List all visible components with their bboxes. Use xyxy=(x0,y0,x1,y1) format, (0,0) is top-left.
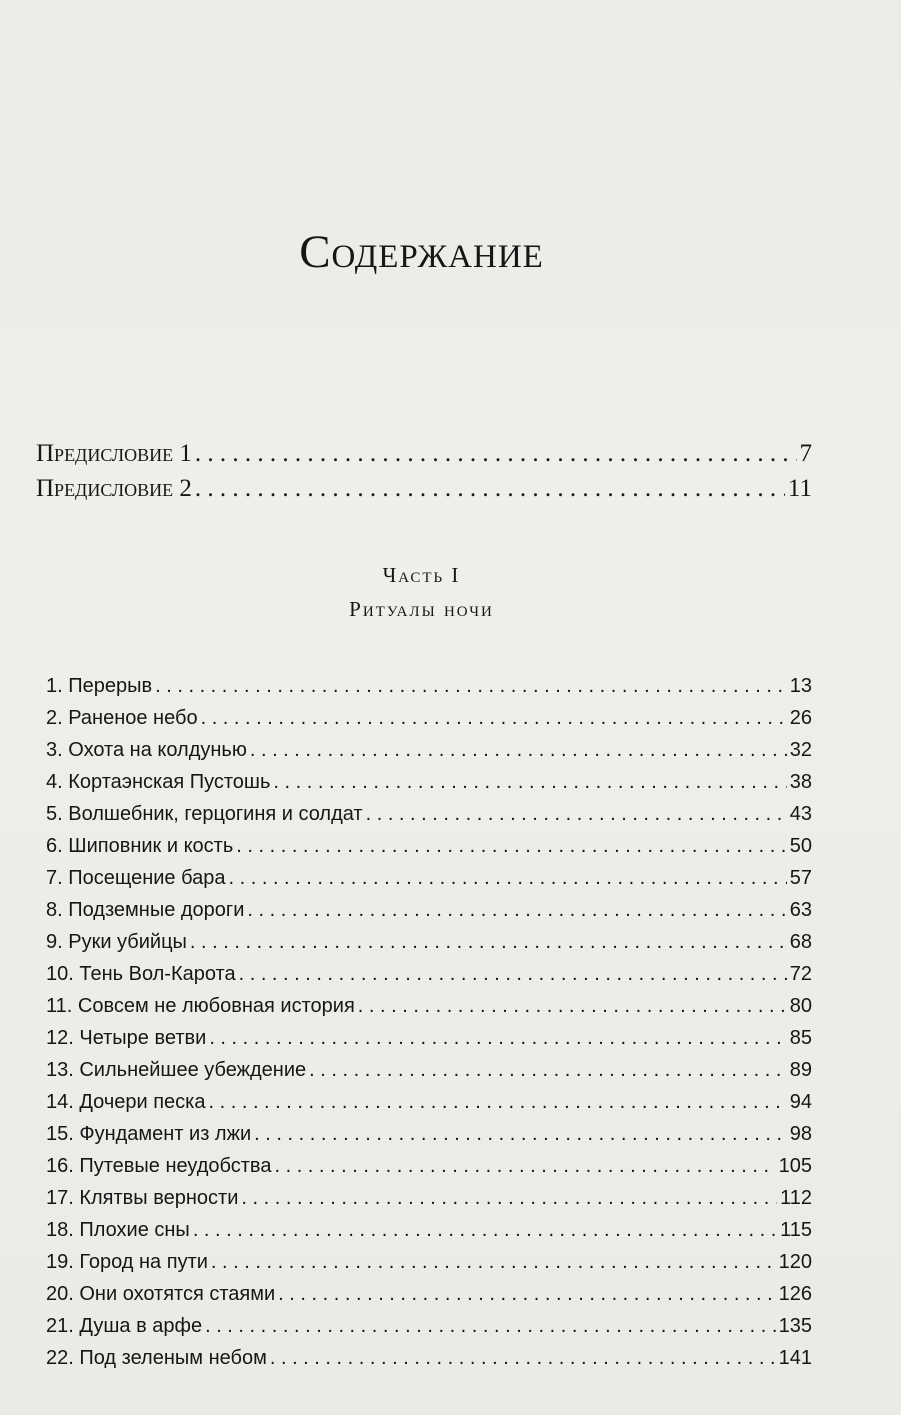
toc-entry-label: 14. Дочери песка xyxy=(46,1091,206,1113)
toc-entry-page: 13 xyxy=(789,675,812,697)
dot-leader xyxy=(193,1214,777,1247)
toc-entry-page: 43 xyxy=(789,803,812,825)
toc-entry-chapter xyxy=(46,1310,812,1343)
toc-entry-label: 5. Волшебник, герцогиня и солдат xyxy=(46,803,363,825)
toc-entry-label: 16. Путевые неудобства xyxy=(46,1155,272,1177)
toc-entry-page: 38 xyxy=(789,771,812,793)
toc-entry-page: 112 xyxy=(780,1187,812,1209)
toc-entry-chapter xyxy=(46,958,812,991)
toc-entry-page: 135 xyxy=(778,1315,812,1337)
dot-leader xyxy=(254,1118,787,1151)
toc-entry-page: 98 xyxy=(789,1123,812,1145)
part-number: Часть I xyxy=(382,563,461,587)
dot-leader xyxy=(278,1278,775,1311)
toc-entry-page: 7 xyxy=(799,440,812,467)
dot-leader xyxy=(241,1182,777,1215)
dot-leader xyxy=(195,472,785,505)
toc-entry-page: 57 xyxy=(789,867,812,889)
dot-leader xyxy=(195,437,797,470)
toc-entry-label: 6. Шиповник и кость xyxy=(46,835,234,857)
toc-entry-chapter xyxy=(46,702,812,735)
dot-leader xyxy=(274,1150,775,1183)
toc-entry-label: 21. Душа в арфе xyxy=(46,1315,203,1337)
toc-entry-label: 15. Фундамент из лжи xyxy=(46,1123,252,1145)
toc-entry-label: 12. Четыре ветви xyxy=(46,1027,207,1049)
toc-entry-chapter xyxy=(46,830,812,863)
toc-entry-chapter xyxy=(46,1246,812,1279)
toc-entry-page: 141 xyxy=(778,1347,812,1369)
toc-entry-label: Предисловие 2 xyxy=(36,475,192,502)
dot-leader xyxy=(208,1086,786,1119)
dot-leader xyxy=(236,830,787,863)
toc-entry-page: 126 xyxy=(778,1283,812,1305)
toc-entry-page: 11 xyxy=(787,475,812,502)
toc-entry-label: 7. Посещение бара xyxy=(46,867,226,889)
toc-entry-chapter xyxy=(46,1086,812,1119)
dot-leader xyxy=(201,702,787,735)
dot-leader xyxy=(190,926,787,959)
toc-entry-label: 9. Руки убийцы xyxy=(46,931,187,953)
toc-entry-chapter xyxy=(46,1342,812,1375)
toc-entry-chapter xyxy=(46,1182,812,1215)
toc-entry-chapter xyxy=(46,1214,812,1247)
dot-leader xyxy=(247,894,786,927)
dot-leader xyxy=(205,1310,776,1343)
toc-entry-chapter xyxy=(46,926,812,959)
toc-entry-label: 20. Они охотятся стаями xyxy=(46,1283,276,1305)
toc-entry-chapter xyxy=(46,894,812,927)
dot-leader xyxy=(211,1246,776,1279)
toc-entry-label: Предисловие 1 xyxy=(36,440,192,467)
toc-entry-chapter xyxy=(46,1278,812,1311)
toc-entry-label: 1. Перерыв xyxy=(46,675,153,697)
toc-entry-page: 120 xyxy=(778,1251,812,1273)
dot-leader xyxy=(239,958,787,991)
toc-entry-label: 8. Подземные дороги xyxy=(46,899,245,921)
toc-entry-chapter xyxy=(46,798,812,831)
toc-entry-chapter xyxy=(46,734,812,767)
toc-entry-page: 89 xyxy=(789,1059,812,1081)
toc-entry-chapter xyxy=(46,1054,812,1087)
toc-entry-preface-1 xyxy=(36,437,812,470)
toc-entry-label: 4. Кортаэнская Пустошь xyxy=(46,771,271,793)
page-title: Содержание xyxy=(299,226,544,278)
toc-entry-label: 3. Охота на колдунью xyxy=(46,739,247,761)
toc-entry-chapter xyxy=(46,862,812,895)
toc-entry-page: 26 xyxy=(789,707,812,729)
toc-entry-preface-2 xyxy=(36,472,812,505)
toc-entry-page: 63 xyxy=(789,899,812,921)
dot-leader xyxy=(209,1022,786,1055)
dot-leader xyxy=(250,734,787,767)
toc-entry-label: 13. Сильнейшее убеждение xyxy=(46,1059,307,1081)
toc-entry-page: 72 xyxy=(789,963,812,985)
toc-entry-page: 85 xyxy=(789,1027,812,1049)
dot-leader xyxy=(155,670,787,703)
dot-leader xyxy=(228,862,786,895)
dot-leader xyxy=(270,1342,776,1375)
toc-entry-chapter xyxy=(46,670,812,703)
dot-leader xyxy=(366,798,787,831)
toc-entry-chapter xyxy=(46,1118,812,1151)
toc-entry-label: 10. Тень Вол-Карота xyxy=(46,963,236,985)
toc-entry-page: 94 xyxy=(789,1091,812,1113)
toc-entry-page: 32 xyxy=(789,739,812,761)
toc-entry-page: 115 xyxy=(780,1219,812,1241)
toc-entry-chapter xyxy=(46,990,812,1023)
toc-entry-label: 17. Клятвы верности xyxy=(46,1187,239,1209)
part-name: Ритуалы ночи xyxy=(349,597,494,621)
dot-leader xyxy=(273,766,786,799)
dot-leader xyxy=(358,990,787,1023)
toc-entry-label: 2. Раненое небо xyxy=(46,707,198,729)
toc-entry-chapter xyxy=(46,766,812,799)
toc-entry-chapter xyxy=(46,1022,812,1055)
dot-leader xyxy=(309,1054,787,1087)
toc-entry-page: 105 xyxy=(778,1155,812,1177)
toc-entry-page: 50 xyxy=(789,835,812,857)
toc-entry-label: 18. Плохие сны xyxy=(46,1219,190,1241)
toc-entry-label: 22. Под зеленым небом xyxy=(46,1347,267,1369)
toc-entry-chapter xyxy=(46,1150,812,1183)
toc-entry-label: 11. Совсем не любовная история xyxy=(46,995,355,1017)
toc-entry-page: 68 xyxy=(789,931,812,953)
toc-entry-page: 80 xyxy=(789,995,812,1017)
toc-entry-label: 19. Город на пути xyxy=(46,1251,208,1273)
